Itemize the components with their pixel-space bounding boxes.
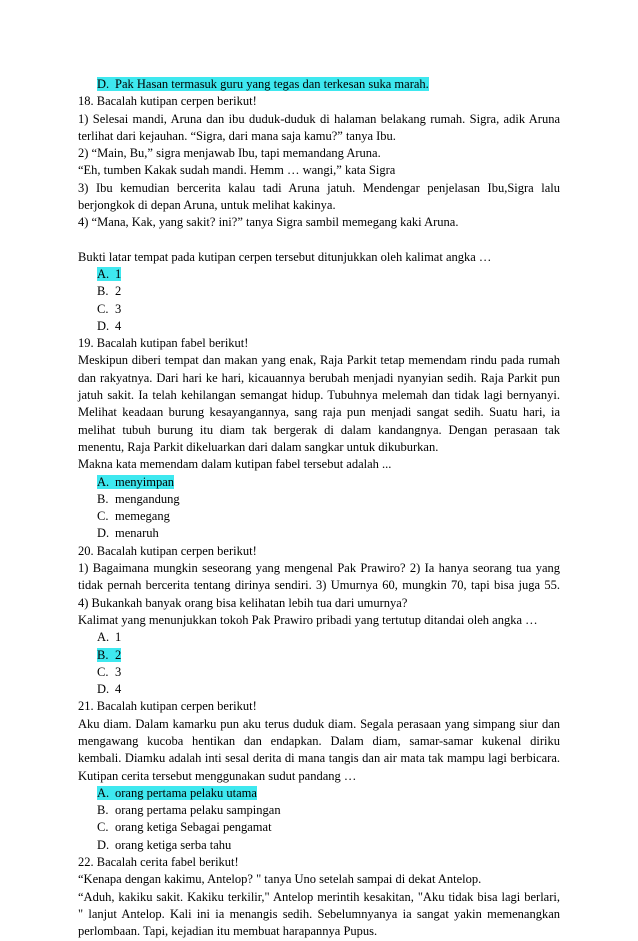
option-text: menyimpan xyxy=(115,474,175,489)
option-text: mengandung xyxy=(115,491,180,506)
question-19 xyxy=(78,335,560,543)
option-text: memegang xyxy=(115,509,170,524)
option-c xyxy=(78,664,560,681)
option-text: 2 xyxy=(115,647,122,662)
option-text: orang pertama pelaku utama xyxy=(115,785,257,800)
option-text: 4 xyxy=(115,318,122,333)
option-label: B. xyxy=(97,803,109,818)
passage-line: 4) Bukankah banyak orang bisa kelihatan lebih tua dari umurnya? xyxy=(78,595,408,610)
option-b xyxy=(78,647,560,664)
passage-line: " lanjut Antelop. Kali ini ia menangis sedih. Sebelumnyanya ia sangat yakin memenangkan xyxy=(78,906,560,921)
option-label: A. xyxy=(97,266,110,281)
option-c xyxy=(78,508,560,525)
document-page xyxy=(78,76,560,941)
option-text: orang ketiga serba tahu xyxy=(115,837,232,852)
question-title: 22. Bacalah cerita fabel berikut! xyxy=(78,855,239,870)
highlighted-answer xyxy=(97,475,174,489)
question-prompt: Kutipan cerita tersebut menggunakan sudut pandang … xyxy=(78,768,357,783)
option-label: A. xyxy=(97,630,110,645)
passage-line: “Kenapa dengan kakimu, Antelop? " tanya Uno setelah sampai di dekat Antelop. xyxy=(78,872,482,887)
option-label: D. xyxy=(97,318,110,333)
option-label: C. xyxy=(97,820,109,835)
passage-line: tidak pernah bercerita tentang dirinya sendiri. 3) Umurnya 60, mungkin 70, tapi bisa juga 55. xyxy=(78,578,560,593)
passage-line: mengawang kucoba hentikan dan endapkan. Dalam diam, samar-samar kukenal diriku xyxy=(78,733,560,748)
option-text: 4 xyxy=(115,682,122,697)
passage-line: 1) Bagaimana mungkin seseorang yang mengenal Pak Prawiro? 2) Ia hanya seorang tua yang xyxy=(78,561,560,576)
option-d xyxy=(78,525,560,542)
passage-line: 3) Ibu kemudian bercerita kalau tadi Aruna jatuh. Mendengar penjelasan Ibu,Sigra lalu xyxy=(78,180,560,195)
question-prompt: Kalimat yang menunjukkan tokoh Pak Prawiro pribadi yang tertutup ditandai oleh angka … xyxy=(78,612,538,627)
option-label: A. xyxy=(97,474,110,489)
option-text: Pak Hasan termasuk guru yang tegas dan terkesan suka marah. xyxy=(115,77,429,91)
option-text: orang pertama pelaku sampingan xyxy=(115,803,281,818)
passage-line: 1) Selesai mandi, Aruna dan ibu duduk-duduk di halaman belakang rumah. Sigra, adik Aruna xyxy=(78,111,560,126)
option-c xyxy=(78,301,560,318)
highlighted-answer xyxy=(97,77,429,91)
question-21 xyxy=(78,698,560,854)
question-22 xyxy=(78,854,560,940)
question-prompt: Bukti latar tempat pada kutipan cerpen tersebut ditunjukkan oleh kalimat angka … xyxy=(78,249,492,264)
question-title: 21. Bacalah kutipan cerpen berikut! xyxy=(78,699,257,714)
passage-line: menentu, Raja Parkit dikeluarkan dari dalam sangkar untuk dikuburkan. xyxy=(78,439,439,454)
highlighted-answer xyxy=(97,786,257,800)
option-a xyxy=(78,474,560,491)
option-label: C. xyxy=(97,301,109,316)
option-text: 1 xyxy=(115,266,122,281)
option-text: 3 xyxy=(115,301,122,316)
highlighted-answer xyxy=(97,267,121,281)
passage-line: Meskipun diberi tempat dan makan yang enak, Raja Parkit tetap memendam rindu pada rumah xyxy=(78,353,560,368)
option-label: C. xyxy=(97,509,109,524)
question-title: 19. Bacalah kutipan fabel berikut! xyxy=(78,336,249,351)
question-prompt: Makna kata memendam dalam kutipan fabel tersebut adalah ... xyxy=(78,457,392,472)
option-label: A. xyxy=(97,785,110,800)
passage-line: kembali. Diamku adalah inti sesal derita di mana tangis dan air mata tak mampu lagi berbicara. xyxy=(78,751,560,766)
passage-line: dan rakyatnya. Dari hari ke hari, kicauannya berubah menjadi nyanyian sedih. Raja Parkit pun xyxy=(78,370,560,385)
option-d xyxy=(78,318,560,335)
question-title: 20. Bacalah kutipan cerpen berikut! xyxy=(78,543,257,558)
highlighted-answer xyxy=(97,648,121,662)
question-title: 18. Bacalah kutipan cerpen berikut! xyxy=(78,94,257,109)
option-text: orang ketiga Sebagai pengamat xyxy=(115,820,272,835)
option-text: 3 xyxy=(115,664,122,679)
passage-line: jatuh sakit. Ia telah kehilangan semangat hidup. Tubuhnya melemah dan tidak lagi bernyanyi. xyxy=(78,388,560,403)
option-c xyxy=(78,819,560,836)
option-d xyxy=(78,837,560,854)
option-label: B. xyxy=(97,647,109,662)
option-b xyxy=(78,491,560,508)
option-b xyxy=(78,802,560,819)
option-label: D. xyxy=(97,526,110,541)
passage-line: “Eh, tumben Kakak sudah mandi. Hemm … wangi,” kata Sigra xyxy=(78,163,396,178)
option-text: menaruh xyxy=(115,526,159,541)
option-a xyxy=(78,266,560,283)
option-label: D. xyxy=(97,837,110,852)
question-20 xyxy=(78,543,560,699)
option-label: B. xyxy=(97,491,109,506)
option-label: D. xyxy=(97,682,110,697)
option-a xyxy=(78,629,560,646)
passage-line: Aku diam. Dalam kamarku pun aku terus duduk diam. Segala perasaan yang simpang siur dan xyxy=(78,716,560,731)
option-b xyxy=(78,283,560,300)
passage-line: “Aduh, kakiku sakit. Kakiku terkilir," Antelop merintih kesakitan, "Aku tidak bisa lagi berlari, xyxy=(78,889,560,904)
option-text: 1 xyxy=(115,630,122,645)
option-label: C. xyxy=(97,664,109,679)
passage-line: melihat tubuh burung itu diam tak bergerak di dalam kandangnya. Dengan perasaan tak xyxy=(78,422,560,437)
option-text: 2 xyxy=(115,284,122,299)
option-label: B. xyxy=(97,284,109,299)
option-d xyxy=(78,681,560,698)
passage-line: Melihat keadaan burung kesayangannya, sang raja pun menjadi sangat sedih. Suatu hari, ia xyxy=(78,405,560,420)
option-d-previous xyxy=(78,76,560,93)
passage-line: 4) “Mana, Kak, yang sakit? ini?” tanya Sigra sambil memegang kaki Aruna. xyxy=(78,215,459,230)
option-a xyxy=(78,785,560,802)
option-label: D. xyxy=(97,77,110,91)
question-18 xyxy=(78,93,560,335)
passage-line: perlombaan. Tapi, kejadian itu membuat harapannya Pupus. xyxy=(78,924,378,939)
passage-line: 2) “Main, Bu,” sigra menjawab Ibu, tapi memandang Aruna. xyxy=(78,146,381,161)
passage-line: terlihat dari kejauhan. “Sigra, dari mana saja kamu?” tanya Ibu. xyxy=(78,128,396,143)
passage-line: berjongkok di depan Aruna, untuk melihat kakinya. xyxy=(78,198,336,213)
